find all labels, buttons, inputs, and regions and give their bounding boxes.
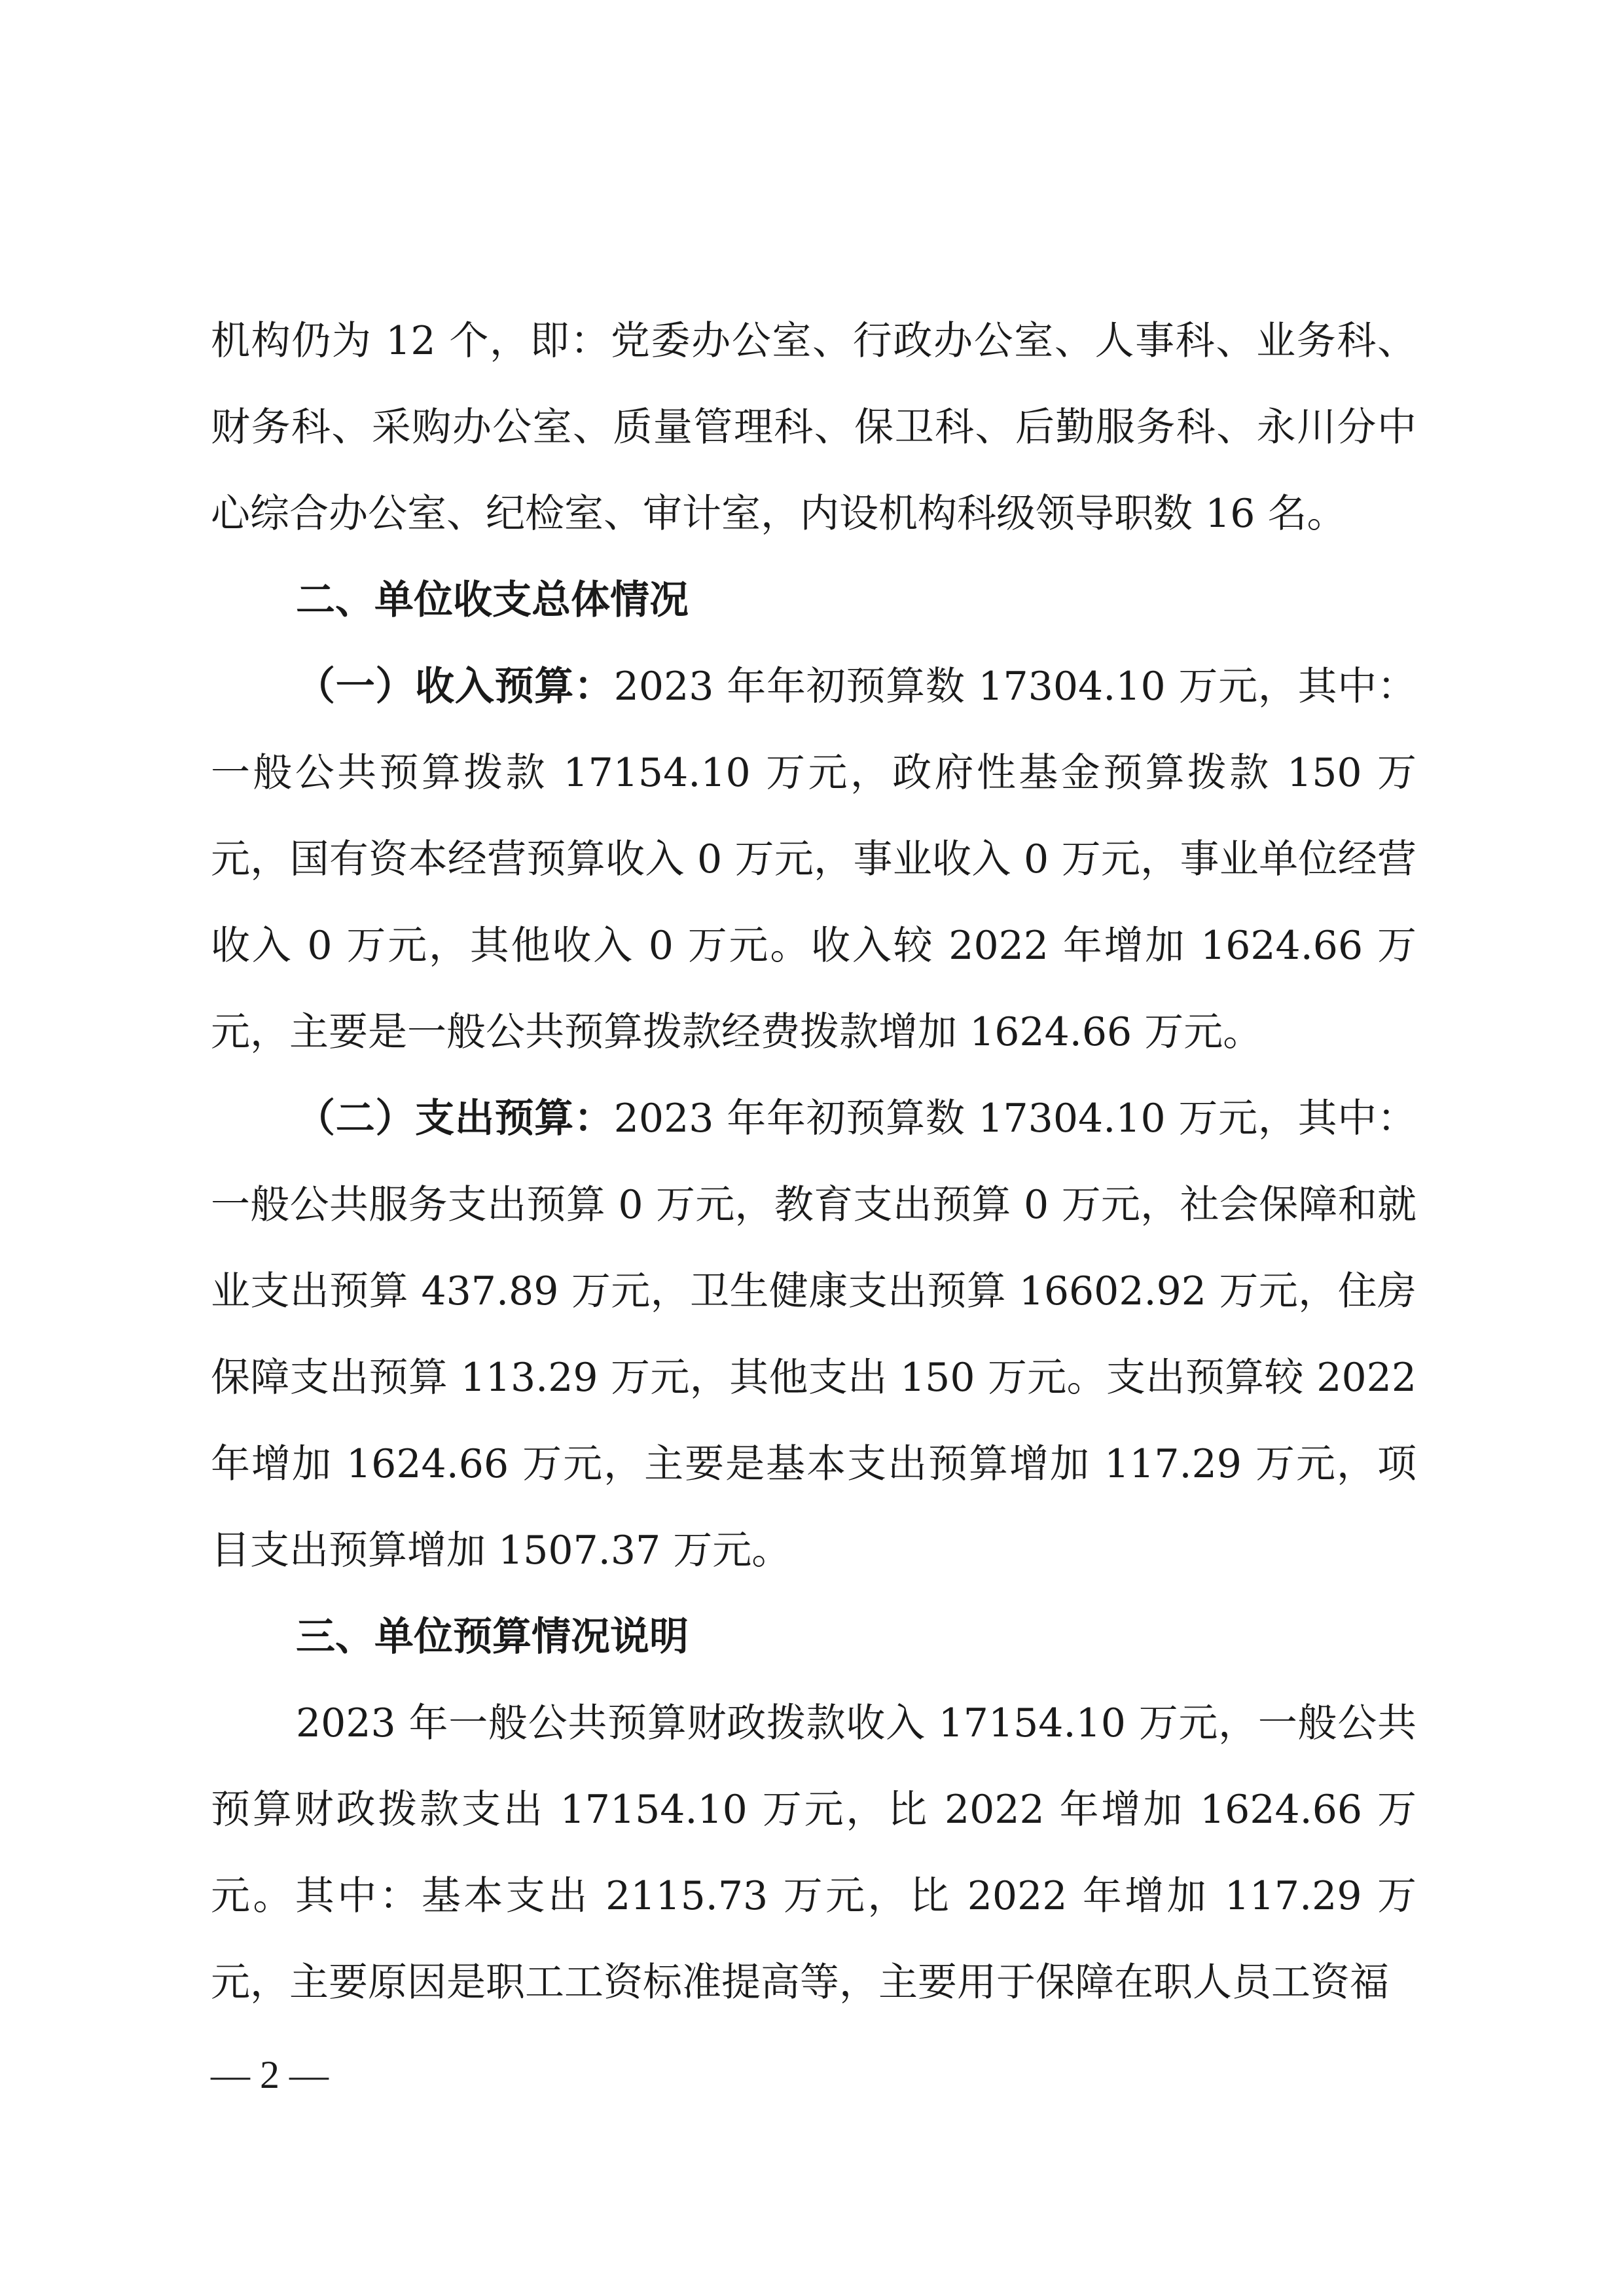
revenue-budget-text: 2023 年年初预算数 17304.10 万元，其中：一般公共预算拨款 17154.10 万元，政府性基金预算拨款 150 万元，国有资本经营预算收入 0 万元，事业收入 0 万元，事业单位经营收入 0 万元，其他收入 0 万元。收入较 2022 年增加 1624.66 万元，主要是一般公共预算拨款经费拨款增加 1624.66 万元。: [211, 664, 1417, 1055]
section-heading-revenue-expenditure: 二、单位收支总体情况: [296, 577, 689, 623]
expenditure-budget-label: （二）支出预算：: [296, 1096, 614, 1141]
section-heading-budget-explanation: 三、单位预算情况说明: [296, 1614, 689, 1660]
paragraph-revenue-budget: [211, 643, 1416, 1075]
paragraph-fiscal-appropriation: 2023 年一般公共预算财政拨款收入 17154.10 万元，一般公共预算财政拨款支出 17154.10 万元，比 2022 年增加 1624.66 万元。其中：基本支出 2115.73 万元，比 2022 年增加 117.29 万元，主要原因是职工工资标准提高等，主要用于保障在职人员工资福: [211, 1700, 1416, 2005]
document-body: [211, 298, 1416, 2026]
paragraph-expenditure-budget: [211, 1075, 1416, 1594]
revenue-budget-label: （一）收入预算：: [296, 664, 614, 709]
page-number: — 2 —: [211, 2053, 329, 2096]
paragraph-institutions: 机构仍为 12 个，即：党委办公室、行政办公室、人事科、业务科、财务科、采购办公室、质量管理科、保卫科、后勤服务科、永川分中心综合办公室、纪检室、审计室，内设机构科级领导职数 16 名。: [211, 318, 1416, 537]
expenditure-budget-text: 2023 年年初预算数 17304.10 万元，其中：一般公共服务支出预算 0 万元，教育支出预算 0 万元，社会保障和就业支出预算 437.89 万元，卫生健康支出预算 16602.92 万元，住房保障支出预算 113.29 万元，其他支出 150 万元。支出预算较 2022 年增加 1624.66 万元，主要是基本支出预算增加 117.29 万元，项目支出预算增加 1507.37 万元。: [211, 1096, 1417, 1573]
